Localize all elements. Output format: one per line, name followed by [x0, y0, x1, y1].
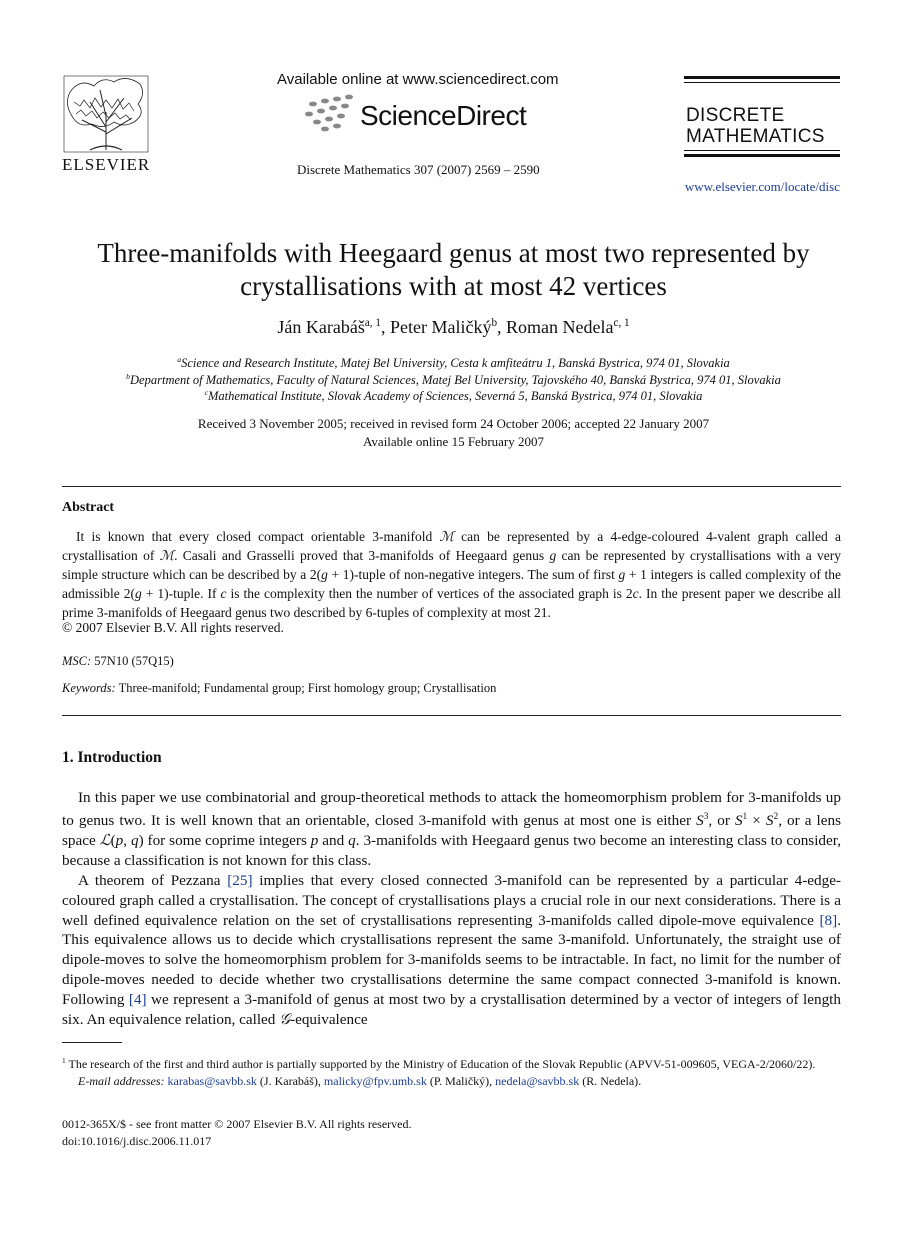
affiliation-text: Science and Research Institute, Matej Bel University, Cesta k amfiteátru 1, Banská Bystrica, 974 01, Slovakia: [181, 356, 730, 371]
citation-link[interactable]: [8]: [819, 911, 838, 929]
available-online-date: Available online 15 February 2007: [363, 434, 544, 449]
article-history: [40, 415, 867, 451]
abstract-copyright: © 2007 Elsevier B.V. All rights reserved.: [62, 620, 284, 635]
doi-line: doi:10.1016/j.disc.2006.11.017: [62, 1134, 212, 1148]
affiliation: [40, 355, 867, 371]
msc-classification: [62, 654, 174, 669]
journal-title: [686, 105, 825, 147]
affiliation-text: Department of Mathematics, Faculty of Natural Sciences, Matej Bel University, Tajovského 40, Banská Bystrica, 974 01, Slovakia: [130, 373, 781, 388]
journal-title-rules-bottom: [684, 150, 840, 160]
keywords-label: Keywords:: [62, 681, 116, 695]
affiliation-mark: b: [126, 372, 131, 381]
affiliation-mark: a: [177, 355, 182, 364]
sciencedirect-wordmark: ScienceDirect: [360, 100, 527, 131]
footnote: [62, 1052, 841, 1090]
email-owner: (J. Karabáš): [259, 1074, 318, 1088]
abstract-heading: Abstract: [62, 500, 115, 515]
keywords-list: Three-manifold; Fundamental group; First homology group; Crystallisation: [118, 681, 497, 695]
publisher-name: ELSEVIER: [62, 155, 151, 174]
email-owner: (R. Nedela): [582, 1074, 639, 1088]
author-name: Peter Maličký: [389, 317, 492, 337]
section-heading: 1. Introduction: [62, 749, 162, 766]
issn-line: 0012-365X/$ - see front matter © 2007 Elsevier B.V. All rights reserved.: [62, 1117, 412, 1131]
affiliation: [40, 388, 867, 404]
author-list: Ján Karabáš$^{a, 1}$, Peter Maličký$^b$, Roman Nedela$^{c, 1}$: [277, 317, 630, 337]
paper-title-line1: Three-manifolds with Heegaard genus at most two represented by: [97, 238, 810, 268]
email-label: E-mail addresses:: [78, 1074, 165, 1088]
author-affiliation-mark: a, 1: [364, 317, 381, 329]
email-addresses: E-mail addresses: karabas@savbb.sk (J. Karabáš), malicky@fpv.umb.sk (P. Maličký), nedela@savbb.sk (R. Nedela).: [78, 1074, 642, 1088]
email-link[interactable]: nedela@savbb.sk: [495, 1074, 580, 1088]
funding-footnote: [62, 1052, 841, 1073]
author-affiliation-mark: c, 1: [613, 317, 630, 329]
abstract-bottom-divider: [62, 715, 841, 716]
journal-title-line2: MATHEMATICS: [686, 126, 825, 147]
journal-title-line1: DISCRETE: [686, 105, 785, 126]
affiliation-mark: c: [204, 388, 208, 397]
sciencedirect-dots-icon: [303, 94, 359, 139]
email-owner: (P. Maličký): [429, 1074, 490, 1088]
email-link[interactable]: karabas@savbb.sk: [167, 1074, 257, 1088]
abstract-text: It is known that every closed compact orientable 3-manifold ℳ can be represented by a 4-edge-coloured 4-valent graph called a crystallisation of ℳ. Casali and Grasselli proved that 3-manifolds of Heegaard genus g can be represented by crystallisations with a very simple structure which can be described by a 2(g + 1)-tuple of non-negative integers. The sum of first g + 1 integers is called complexity of the admissible 2(g + 1)-tuple. If c is the complexity then the number of vertices of the associated graph is 2c. In the present paper we describe all prime 3-manifolds of Heegaard genus two described by 6-tuples of complexity at most 21.: [62, 529, 841, 620]
abstract-top-divider: [62, 486, 841, 487]
paper-title: [40, 237, 867, 303]
paper-title-line2: crystallisations with at most 42 vertices: [240, 271, 667, 301]
journal-reference: Discrete Mathematics 307 (2007) 2569 – 2590: [297, 162, 540, 177]
affiliation: [40, 372, 867, 388]
email-link[interactable]: malicky@fpv.umb.sk: [323, 1074, 427, 1088]
journal-title-rules-top: [684, 76, 840, 83]
keywords: [62, 681, 496, 696]
msc-codes: 57N10 (57Q15): [94, 654, 174, 668]
author-affiliation-mark: b: [491, 317, 498, 329]
received-dates: Received 3 November 2005; received in revised form 24 October 2006; accepted 22 January 2007: [197, 416, 710, 431]
available-online-text: Available online at www.sciencedirect.com: [277, 71, 559, 88]
introduction-text: In this paper we use combinatorial and group-theoretical methods to attack the homeomorphism problem for 3-manifolds up to genus two. It is well known that an orientable, closed 3-manifold with genus at most one is either $S^3$, or $S^1 \times S^2$, or a lens space ℒ(p, q) for some coprime integers p and q. 3-manifolds with Heegaard genus two become an interesting class to consider, because a classification is not known for this class. A theorem of Pezzana [25] implies that every closed connected 3-manifold can be represented by a particular 4-edge-coloured graph called a crystallisation. The concept of crystallisations plays a crucial role in our next considerations. There is a well defined equivalence relation on the set of crystallisations representing 3-manifolds called dipole-move equivalence [8]. This equivalence allows us to decide which crystallisations represent the same 3-manifold. Unfortunately, the straight use of dipole-moves to solve the homeomorphism problem for 3-manifolds seems to be intractable. In fact, no limit for the number of dipole-moves needed to decide whether two crystallisations determine the same compact connected 3-manifold is known. Following [4] we represent a 3-manifold of genus at most two by a crystallisation determined by a vector of integers of length six. An equivalence relation, called 𝒢-equivalence: [62, 789, 842, 1029]
affiliation-text: Mathematical Institute, Slovak Academy of Sciences, Severná 5, Banská Bystrica, 974 01, Slovakia: [208, 389, 703, 404]
citation-link[interactable]: [25]: [227, 871, 253, 889]
footnote-text: The research of the first and third author is partially supported by the Ministry of Education of the Slovak Republic (APVV-51-009605, VEGA-2/2060/22).: [68, 1057, 816, 1071]
author-name: Roman Nedela: [506, 317, 614, 337]
msc-label: MSC:: [62, 654, 92, 668]
footnote-mark: 1: [62, 1056, 66, 1065]
citation-link[interactable]: [4]: [128, 991, 147, 1009]
footnote-divider: [62, 1042, 122, 1043]
front-matter: [62, 1116, 412, 1150]
author-name: Ján Karabáš: [277, 317, 365, 337]
journal-url-link[interactable]: www.elsevier.com/locate/disc: [684, 179, 840, 194]
